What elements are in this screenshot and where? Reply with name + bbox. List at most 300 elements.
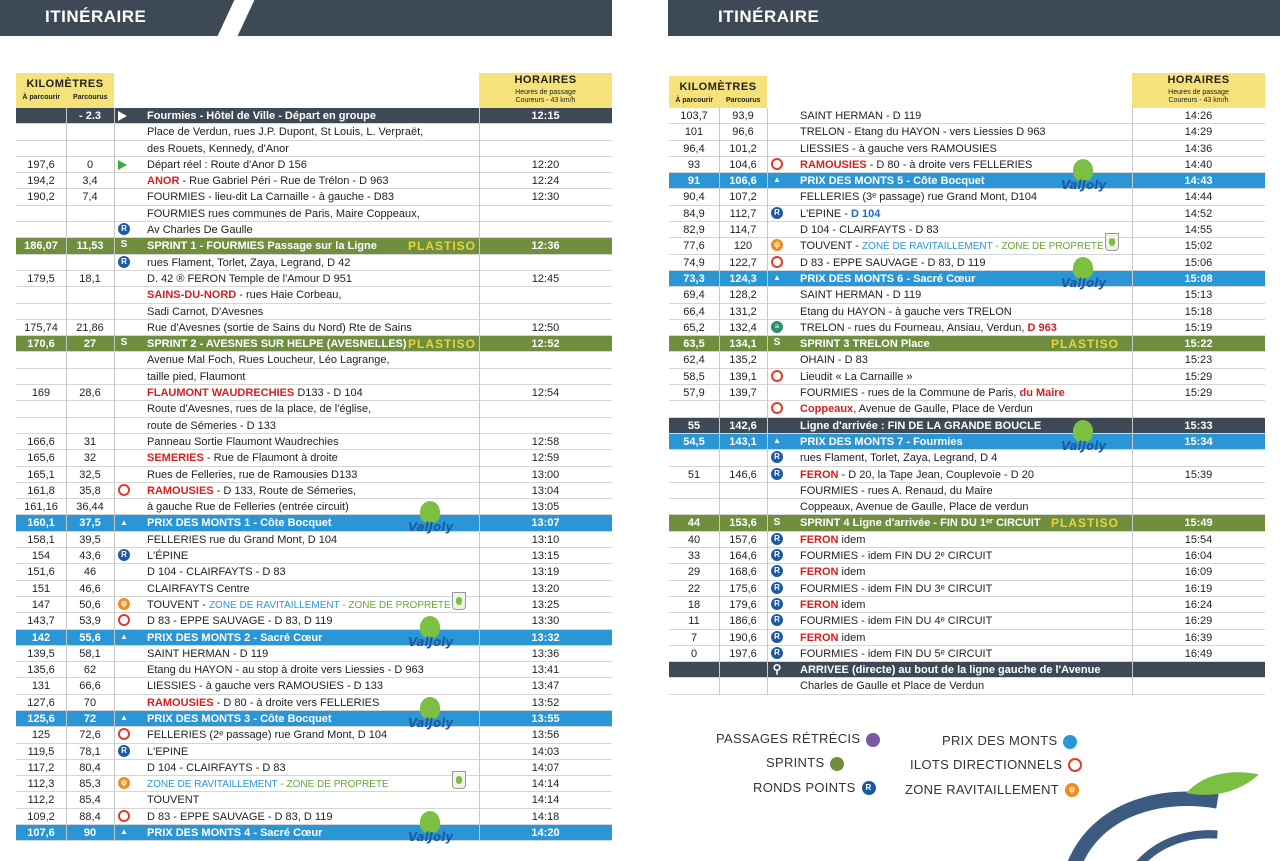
route-description [147, 418, 276, 434]
km-done: 164,6 [729, 550, 757, 563]
km-remaining: 170,6 [27, 338, 55, 351]
km-done: 72 [83, 712, 97, 725]
km-remaining: 91 [687, 175, 701, 188]
route-text: rues Flament, Torlet, Zaya, Legrand, D 4 [800, 452, 998, 465]
pass-time: 13:20 [531, 582, 560, 595]
km-remaining: 44 [687, 517, 701, 530]
go-arrow-icon [118, 160, 127, 170]
route-description [147, 141, 289, 157]
row-icon-cell [771, 613, 785, 629]
km-done: 139,1 [729, 370, 757, 383]
route-text: PRIX DES MONTS 2 - Sacré Cœur [147, 631, 323, 644]
legend-ravit-label: ZONE RAVITAILLEMENT [905, 782, 1060, 797]
row-icon-cell [771, 369, 785, 385]
route-text: - D 133, Route de Sémeries, [213, 484, 357, 497]
pass-time: 15:02 [1184, 240, 1213, 253]
row-icon-cell [771, 173, 785, 189]
zone-ravitaillement: ZONE DE RAVITAILLEMENT [147, 779, 278, 791]
km-remaining: 154 [31, 550, 51, 563]
route-description [800, 499, 1029, 515]
km-remaining: 74,9 [683, 256, 705, 269]
valjoly-text: ValJoly [1061, 276, 1107, 290]
km-done: 0 [86, 158, 94, 171]
route-text: FELLERIES rue du Grand Mont, D 104 [147, 533, 338, 546]
route-description [800, 222, 939, 238]
km-remaining: 103,7 [680, 110, 708, 122]
table-row [16, 792, 612, 808]
route-text: FOURMIES - lieu-dit La Carnaille - à gauche - D83 [147, 191, 394, 204]
pass-time: 13:25 [531, 598, 560, 611]
route-text: Fourmies - Hôtel de Ville - Départ en groupe [147, 110, 377, 122]
km-done: 122,7 [729, 256, 757, 269]
row-icon-cell [118, 630, 132, 646]
food-icon: ψ [771, 239, 783, 251]
km-remaining: 194,2 [27, 175, 55, 188]
route-text: D. 42 ® FERON Temple de l'Amour D 951 [147, 272, 353, 285]
km-remaining: 117,2 [27, 761, 55, 774]
roundabout-icon: R [771, 565, 783, 577]
cyclist-decoration-icon [1010, 765, 1280, 861]
col-divider [719, 108, 720, 695]
sprint-icon: S [120, 337, 128, 349]
km-done: 31 [83, 435, 97, 448]
route-text: PRIX DES MONTS 4 - Sacré Cœur [147, 827, 323, 840]
km-remaining: 0 [690, 647, 698, 660]
km-done: 135,2 [729, 354, 757, 367]
row-icon-cell [771, 467, 785, 483]
km-remaining: 90,4 [683, 191, 705, 204]
route-text: Route d'Avesnes, rues de la place, de l'église, [147, 403, 372, 416]
km-done: 37,5 [79, 517, 101, 530]
row-icon-cell [771, 450, 785, 466]
table-row [16, 255, 612, 271]
route-description [147, 287, 341, 303]
town-name: FERON [800, 566, 839, 579]
pass-time: 14:18 [531, 810, 560, 823]
route-text: D 104 - CLAIRFAYTS - D 83 [147, 566, 286, 579]
km-remaining: 158,1 [27, 533, 55, 546]
route-description [147, 336, 407, 352]
route-description [800, 613, 992, 629]
pass-time: 16:49 [1184, 647, 1213, 660]
route-text: FOURMIES - idem FIN DU 5ᵉ CIRCUIT [800, 647, 993, 660]
route-description [147, 108, 376, 124]
route-description [147, 304, 263, 320]
plastiso-logo: PLASTISO [408, 337, 477, 352]
route-description [800, 483, 993, 499]
legend-ilots-label: ILOTS DIRECTIONNELS [910, 757, 1063, 772]
route-description [147, 206, 420, 222]
pass-time: 13:32 [531, 631, 560, 644]
roundabout-icon: R [118, 223, 130, 235]
route-text: LIESSIES - à gauche vers RAMOUSIES - D 133 [147, 680, 383, 693]
mountain-icon: ▲ [120, 713, 128, 723]
table-row [16, 124, 612, 140]
plastiso-logo: PLASTISO [1051, 337, 1120, 352]
route-description [147, 320, 412, 336]
km-remaining: 139,5 [27, 647, 55, 660]
table-row [16, 597, 612, 613]
table-row [669, 369, 1265, 385]
km-done: 143,1 [729, 435, 757, 448]
km-done: 134,1 [729, 338, 757, 351]
table-row [16, 662, 612, 678]
row-icon-cell [771, 255, 785, 271]
route-description [800, 206, 880, 222]
route-description [800, 548, 992, 564]
route-description [800, 124, 1046, 140]
row-icon-cell [118, 597, 132, 613]
pass-time: 14:20 [531, 827, 560, 840]
town-name: RAMOUSIES [800, 158, 867, 171]
row-icon-cell [118, 255, 132, 271]
table-row [669, 222, 1265, 238]
row-icon-cell [118, 809, 132, 825]
km-remaining: 125,6 [27, 712, 55, 725]
route-text: L'EPINE - [800, 207, 852, 220]
legend-passages [716, 731, 880, 747]
km-remaining: 127,6 [27, 696, 55, 709]
pass-time: 13:07 [531, 517, 560, 530]
km-remaining: 18 [687, 598, 701, 611]
route-description [147, 189, 394, 205]
table-row [669, 206, 1265, 222]
hor-sub2: Coureurs - 43 km/h [515, 97, 576, 104]
km-done: 3,4 [82, 175, 98, 188]
island-icon [118, 810, 130, 822]
pass-time: 15:29 [1184, 387, 1213, 400]
roundabout-icon: R [771, 468, 783, 480]
recycle-cup-icon [452, 771, 466, 789]
route-text: L'EPINE [147, 745, 189, 758]
pass-time: 15:18 [1184, 305, 1213, 318]
route-text: des Rouets, Kennedy, d'Anor [147, 142, 289, 155]
route-text: idem [838, 598, 866, 611]
itinerary-panel-left [16, 73, 612, 844]
table-row [669, 336, 1265, 352]
row-icon-cell [771, 206, 785, 222]
route-text: Coppeaux, Avenue de Gaulle, Place de verdun [800, 501, 1029, 514]
pass-time: 13:30 [531, 615, 560, 628]
km-done: 62 [83, 664, 97, 677]
itinerary-panel-right [669, 73, 1265, 695]
pass-time: 15:23 [1184, 354, 1213, 367]
route-text: PRIX DES MONTS 5 - Côte Bocquet [800, 175, 985, 188]
pass-time: 14:29 [1184, 126, 1213, 139]
row-icon-cell [771, 646, 785, 662]
legend-monts-label: PRIX DES MONTS [942, 733, 1058, 748]
table-row [669, 581, 1265, 597]
pass-time: 14:26 [1184, 110, 1213, 122]
zone-ravitaillement: ZONE DE RAVITAILLEMENT [861, 241, 993, 253]
km-remaining: 93 [687, 158, 701, 171]
km-remaining: 58,5 [683, 370, 705, 383]
route-text: Place de Verdun, rues J.P. Dupont, St Louis, L. Verpraët, [147, 126, 424, 139]
table-row [16, 336, 612, 352]
route-text: PRIX DES MONTS 7 - Fourmies [800, 435, 963, 448]
rows-left [16, 108, 612, 841]
food-icon: ψ [1065, 783, 1079, 797]
table-row [669, 157, 1265, 173]
route-description [147, 613, 332, 629]
row-icon-cell [118, 825, 132, 841]
table-row [16, 548, 612, 564]
table-row [16, 401, 612, 417]
route-text: Rues de Felleries, rue de Ramousies D133 [147, 468, 358, 481]
km-done: 80,4 [79, 761, 101, 774]
pass-time: 14:07 [531, 761, 560, 774]
table-row [669, 304, 1265, 320]
km-remaining: 22 [687, 582, 701, 595]
route-description [800, 304, 1012, 320]
km-remaining: 11 [688, 615, 700, 628]
km-done: 70 [83, 696, 97, 709]
roundabout-icon: R [771, 451, 783, 463]
km-remaining: 96,4 [683, 142, 705, 155]
island-icon [771, 402, 783, 414]
route-text: Rue d'Avesnes (sortie de Sains du Nord) Rte de Sains [147, 321, 412, 334]
route-description [147, 776, 389, 793]
km-done: 120 [733, 240, 753, 253]
legend-sprints [766, 755, 844, 771]
route-text: SAINT HERMAN - D 119 [147, 647, 269, 660]
pass-time: 13:19 [531, 566, 560, 579]
route-description [147, 678, 383, 694]
km-remaining: 7 [690, 631, 698, 644]
km-remaining: 101 [684, 126, 704, 139]
pass-time: 12:52 [531, 338, 560, 351]
sprint-icon: S [773, 516, 781, 528]
km-done: 66,6 [79, 680, 101, 693]
table-row [669, 646, 1265, 662]
pass-time: 13:41 [531, 664, 560, 677]
sprint-icon: S [773, 337, 781, 349]
pass-time: 13:56 [531, 729, 560, 742]
route-text: OHAIN - D 83 [800, 354, 868, 367]
town-name: RAMOUSIES [147, 696, 214, 709]
table-row [16, 630, 612, 646]
town-name: RAMOUSIES [147, 484, 214, 497]
row-icon-cell [118, 711, 132, 727]
table-row [669, 564, 1265, 580]
km-remaining: 160,1 [27, 517, 55, 530]
route-description [800, 630, 865, 646]
km-done: 88,4 [79, 810, 101, 823]
route-description [800, 467, 1034, 483]
km-remaining: 147 [31, 598, 51, 611]
route-description [147, 124, 423, 140]
route-description [147, 352, 390, 368]
plastiso-logo: PLASTISO [1051, 516, 1120, 531]
food-icon: ψ [118, 777, 130, 789]
table-row [16, 532, 612, 548]
km-remaining: 119,5 [27, 745, 55, 758]
route-text: idem [838, 631, 866, 644]
roundabout-icon: R [771, 647, 783, 659]
km-title: KILOMÈTRES [679, 81, 757, 93]
valjoly-logo [1061, 159, 1105, 195]
row-icon-cell [771, 157, 785, 173]
table-row [669, 271, 1265, 287]
km-remaining: 54,5 [683, 435, 705, 448]
roundabout-icon: R [771, 582, 783, 594]
roundabout-icon: R [118, 256, 130, 268]
km-done: 131,2 [729, 305, 757, 318]
km-done: 124,3 [729, 272, 757, 285]
pass-time: 13:47 [531, 680, 560, 693]
km-remaining: 125 [31, 729, 51, 742]
route-text: SAINT HERMAN - D 119 [800, 110, 922, 122]
pass-time: 15:34 [1184, 435, 1213, 448]
route-text: L'ÉPINE [147, 550, 189, 563]
town-name: FLAUMONT WAUDRECHIES [147, 387, 295, 400]
horaires-header [479, 73, 612, 108]
km-done: 132,4 [729, 321, 757, 334]
route-description [800, 108, 921, 124]
route-text: SPRINT 1 - FOURMIES Passage sur la Ligne [147, 240, 377, 253]
route-text: PRIX DES MONTS 3 - Côte Bocquet [147, 712, 332, 725]
km-done: 78,1 [79, 745, 101, 758]
row-icon-cell [771, 630, 785, 646]
legend-ronds-label: RONDS POINTS [753, 780, 856, 795]
km-remaining: 55 [687, 419, 701, 432]
km-done: 114,7 [729, 224, 757, 237]
km-remaining: 82,9 [683, 224, 705, 237]
table-row [16, 108, 612, 124]
pass-time: 15:29 [1184, 370, 1213, 383]
km-done: 43,6 [79, 550, 101, 563]
table-row [669, 483, 1265, 499]
route-description [147, 238, 377, 254]
mountain-icon: ▲ [773, 175, 781, 185]
row-icon-cell [118, 483, 132, 499]
route-description [800, 515, 1041, 531]
km-sub-done: Parcourus [725, 97, 761, 104]
table-row [16, 564, 612, 580]
km-remaining: 40 [687, 533, 701, 546]
table-row [16, 727, 612, 743]
town-name: FERON [800, 533, 839, 546]
pass-time: 16:24 [1184, 598, 1213, 611]
pass-time: 12:58 [531, 435, 560, 448]
km-sub-done: Parcourus [72, 94, 108, 101]
route-description [147, 825, 322, 841]
table-row [16, 499, 612, 515]
route-description [800, 581, 992, 597]
km-done: 85,3 [79, 778, 101, 791]
route-description [147, 255, 350, 271]
km-done: 139,7 [729, 387, 757, 400]
table-row [669, 255, 1265, 271]
route-description [147, 434, 339, 450]
route-description [800, 678, 984, 694]
km-sub-remaining: À parcourir [22, 94, 61, 101]
route-description [147, 222, 253, 238]
route-text: FELLERIES (2ᵉ passage) rue Grand Mont, D 104 [147, 729, 388, 742]
row-icon-cell [771, 238, 785, 254]
pass-time: 14:36 [1184, 142, 1213, 155]
km-remaining: 65,2 [683, 321, 705, 334]
route-text: - Rue de Flaumont à droite [203, 452, 338, 465]
pass-time: 13:55 [531, 712, 560, 725]
pass-time: 15:49 [1184, 517, 1213, 530]
hor-sub2: Coureurs - 43 km/h [1168, 97, 1229, 104]
valjoly-text: ValJoly [408, 716, 454, 730]
km-remaining: 131 [31, 680, 51, 693]
pass-time: 12:15 [531, 110, 560, 122]
route-text: FOURMIES - idem FIN DU 4ᵉ CIRCUIT [800, 615, 993, 628]
route-description [147, 564, 286, 580]
route-text: SPRINT 3 TRELON Place [800, 338, 930, 351]
route-text: Etang du HAYON - au stop à droite vers Liessies - D 963 [147, 664, 424, 677]
zone-proprete: - ZONE DE PROPRETE [992, 241, 1104, 253]
start-arrow-icon [118, 111, 127, 121]
route-description [147, 532, 337, 548]
route-text: D 83 - EPPE SAUVAGE - D 83, D 119 [147, 615, 333, 628]
km-done: 101,2 [729, 142, 757, 155]
header-slash [218, 0, 255, 36]
route-text: Sadi Carnot, D'Avesnes [147, 305, 264, 318]
route-description [800, 646, 992, 662]
km-remaining: 161,16 [24, 501, 58, 514]
km-remaining: 69,4 [683, 289, 705, 302]
table-row [16, 760, 612, 776]
pass-time: 15:19 [1184, 321, 1213, 334]
route-description [800, 450, 997, 466]
pass-time: 16:04 [1184, 550, 1213, 563]
table-header [16, 73, 612, 108]
km-remaining: 29 [687, 566, 701, 579]
valjoly-logo [408, 616, 452, 652]
legend-ronds [753, 780, 876, 795]
narrow-passage-icon [866, 733, 880, 747]
route-text: FELLERIES (3ᵉ passage) rue Grand Mont, D104 [800, 191, 1038, 204]
route-description [147, 173, 388, 189]
table-row [669, 238, 1265, 254]
km-done: 36,44 [76, 501, 104, 514]
row-icon-cell [771, 564, 785, 580]
route-text: - Rue Gabriel Péri - Rue de Trélon - D 963 [179, 175, 389, 188]
km-remaining: 175,74 [24, 321, 58, 334]
table-row [16, 581, 612, 597]
km-remaining: 33 [687, 550, 701, 563]
table-row [16, 809, 612, 825]
valjoly-text: ValJoly [1061, 178, 1107, 192]
route-description [147, 809, 332, 825]
route-text: TOUVENT - [147, 598, 209, 611]
km-remaining: 51 [687, 468, 701, 481]
route-description [147, 581, 250, 597]
pass-time: 12:24 [531, 175, 560, 188]
roundabout-icon: R [771, 533, 783, 545]
route-text: FOURMIES - idem FIN DU 3ᵉ CIRCUIT [800, 582, 993, 595]
row-icon-cell [771, 581, 785, 597]
col-divider [114, 108, 115, 841]
table-row [669, 320, 1265, 336]
pass-time: 14:14 [531, 794, 560, 807]
route-text: ARRIVEE (directe) au bout de la ligne gauche de l'Avenue [800, 664, 1101, 677]
km-done: 153,6 [729, 517, 757, 530]
row-icon-cell [771, 662, 785, 678]
route-text: D133 - D 104 [294, 387, 363, 400]
pass-time: 14:03 [531, 745, 560, 758]
route-description [800, 336, 930, 352]
row-icon-cell [771, 532, 785, 548]
row-icon-cell [118, 776, 132, 792]
km-remaining: 166,6 [27, 435, 55, 448]
roundabout-icon: R [862, 781, 876, 795]
km-done: 50,6 [79, 598, 101, 611]
